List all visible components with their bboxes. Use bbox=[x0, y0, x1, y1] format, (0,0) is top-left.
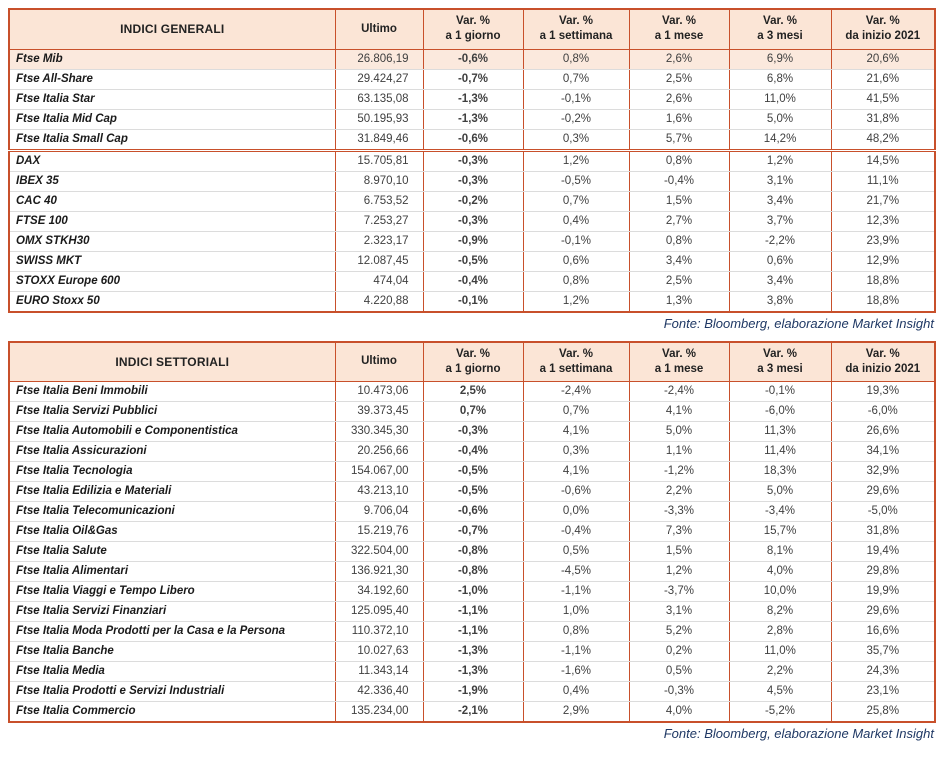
var-value: 18,8% bbox=[831, 291, 935, 312]
ultimo-value: 330.345,30 bbox=[335, 422, 423, 442]
var-value: 4,0% bbox=[629, 702, 729, 723]
table-row bbox=[9, 251, 935, 271]
var-value: 1,0% bbox=[523, 602, 629, 622]
table-row bbox=[9, 171, 935, 191]
col-header-var-label: Var. % bbox=[456, 15, 490, 28]
var-value: 41,5% bbox=[831, 89, 935, 109]
table-row bbox=[9, 642, 935, 662]
table-row bbox=[9, 502, 935, 522]
indici-generali-table bbox=[8, 8, 936, 313]
index-label: Ftse Italia Servizi Finanziari bbox=[9, 602, 335, 622]
var-value: 3,1% bbox=[729, 171, 831, 191]
col-header-var-1-giorno bbox=[423, 342, 523, 382]
var-value: 6,9% bbox=[729, 49, 831, 69]
var-value: -4,5% bbox=[523, 562, 629, 582]
ultimo-value: 39.373,45 bbox=[335, 402, 423, 422]
table-row bbox=[9, 542, 935, 562]
market-report-page bbox=[8, 8, 934, 741]
col-header-var-label: Var. % bbox=[662, 347, 696, 360]
var-value: -0,4% bbox=[523, 522, 629, 542]
var-value: 5,2% bbox=[629, 622, 729, 642]
var-value: 3,4% bbox=[729, 271, 831, 291]
table-row bbox=[9, 522, 935, 542]
var-value: 3,1% bbox=[629, 602, 729, 622]
ultimo-value: 11.343,14 bbox=[335, 662, 423, 682]
var-value: -0,3% bbox=[423, 171, 523, 191]
index-label: STOXX Europe 600 bbox=[9, 271, 335, 291]
var-value: 32,9% bbox=[831, 462, 935, 482]
table-row bbox=[9, 422, 935, 442]
var-value: -1,6% bbox=[523, 662, 629, 682]
var-value: -3,3% bbox=[629, 502, 729, 522]
ultimo-value: 474,04 bbox=[335, 271, 423, 291]
var-value: 18,8% bbox=[831, 271, 935, 291]
table-row bbox=[9, 442, 935, 462]
var-value: -2,4% bbox=[523, 382, 629, 402]
col-header-period-label: a 1 settimana bbox=[539, 30, 613, 43]
var-value: -5,2% bbox=[729, 702, 831, 723]
var-value: -3,7% bbox=[629, 582, 729, 602]
var-value: 3,8% bbox=[729, 291, 831, 312]
ultimo-value: 63.135,08 bbox=[335, 89, 423, 109]
var-value: 16,6% bbox=[831, 622, 935, 642]
col-header-ultimo bbox=[335, 342, 423, 382]
var-value: 31,8% bbox=[831, 522, 935, 542]
var-value: -0,6% bbox=[423, 129, 523, 150]
ultimo-value: 29.424,27 bbox=[335, 69, 423, 89]
var-value: 0,4% bbox=[523, 211, 629, 231]
col-header-var-3-mesi bbox=[729, 342, 831, 382]
var-value: 4,1% bbox=[523, 422, 629, 442]
ultimo-value: 2.323,17 bbox=[335, 231, 423, 251]
var-value: -0,8% bbox=[423, 562, 523, 582]
var-value: -0,5% bbox=[423, 251, 523, 271]
col-header-label: Ultimo bbox=[361, 22, 397, 35]
var-value: 0,5% bbox=[523, 542, 629, 562]
col-header-var-1-settimana bbox=[523, 342, 629, 382]
var-value: -0,1% bbox=[729, 382, 831, 402]
col-header-var-label: Var. % bbox=[456, 347, 490, 360]
var-value: -3,4% bbox=[729, 502, 831, 522]
var-value: -1,1% bbox=[423, 602, 523, 622]
index-label: Ftse Italia Mid Cap bbox=[9, 109, 335, 129]
table-row bbox=[9, 582, 935, 602]
ultimo-value: 322.504,00 bbox=[335, 542, 423, 562]
var-value: 23,9% bbox=[831, 231, 935, 251]
index-label: EURO Stoxx 50 bbox=[9, 291, 335, 312]
ultimo-value: 15.705,81 bbox=[335, 150, 423, 171]
ultimo-value: 50.195,93 bbox=[335, 109, 423, 129]
header-row bbox=[9, 9, 935, 49]
var-value: 25,8% bbox=[831, 702, 935, 723]
index-label: Ftse Italia Automobili e Componentistica bbox=[9, 422, 335, 442]
var-value: -0,6% bbox=[523, 482, 629, 502]
var-value: -2,2% bbox=[729, 231, 831, 251]
col-header-var-label: Var. % bbox=[763, 347, 797, 360]
var-value: 11,3% bbox=[729, 422, 831, 442]
var-value: 14,2% bbox=[729, 129, 831, 150]
index-label: Ftse Italia Telecomunicazioni bbox=[9, 502, 335, 522]
var-value: 0,3% bbox=[523, 129, 629, 150]
var-value: -1,1% bbox=[423, 622, 523, 642]
var-value: -0,3% bbox=[423, 422, 523, 442]
var-value: -1,3% bbox=[423, 89, 523, 109]
col-header-period-label: a 1 mese bbox=[654, 30, 704, 43]
var-value: 18,3% bbox=[729, 462, 831, 482]
var-value: 23,1% bbox=[831, 682, 935, 702]
table-row bbox=[9, 562, 935, 582]
col-header-var-1-settimana bbox=[523, 9, 629, 49]
source-note: Fonte: Bloomberg, elaborazione Market Insight bbox=[663, 315, 934, 331]
var-value: 2,6% bbox=[629, 89, 729, 109]
var-value: 21,6% bbox=[831, 69, 935, 89]
var-value: 1,2% bbox=[629, 562, 729, 582]
var-value: -1,1% bbox=[523, 582, 629, 602]
col-header-var-1-mese bbox=[629, 9, 729, 49]
index-label: Ftse Italia Oil&Gas bbox=[9, 522, 335, 542]
var-value: 0,2% bbox=[629, 642, 729, 662]
var-value: 29,6% bbox=[831, 602, 935, 622]
var-value: -0,5% bbox=[423, 482, 523, 502]
ultimo-value: 9.706,04 bbox=[335, 502, 423, 522]
ultimo-value: 6.753,52 bbox=[335, 191, 423, 211]
ultimo-value: 135.234,00 bbox=[335, 702, 423, 723]
var-value: 11,0% bbox=[729, 642, 831, 662]
var-value: -0,1% bbox=[523, 89, 629, 109]
var-value: -0,4% bbox=[423, 442, 523, 462]
ultimo-value: 8.970,10 bbox=[335, 171, 423, 191]
index-label: Ftse Italia Media bbox=[9, 662, 335, 682]
ultimo-value: 43.213,10 bbox=[335, 482, 423, 502]
var-value: 1,1% bbox=[629, 442, 729, 462]
index-label: Ftse Mib bbox=[9, 49, 335, 69]
table-row bbox=[9, 622, 935, 642]
var-value: 0,8% bbox=[523, 49, 629, 69]
var-value: -0,7% bbox=[423, 69, 523, 89]
col-header-var-1-giorno bbox=[423, 9, 523, 49]
ultimo-value: 110.372,10 bbox=[335, 622, 423, 642]
table-title: INDICI SETTORIALI bbox=[9, 342, 335, 382]
var-value: 5,0% bbox=[629, 422, 729, 442]
col-header-label: Ultimo bbox=[361, 355, 397, 368]
table-row bbox=[9, 402, 935, 422]
var-value: 26,6% bbox=[831, 422, 935, 442]
var-value: -0,5% bbox=[523, 171, 629, 191]
index-label: SWISS MKT bbox=[9, 251, 335, 271]
ultimo-value: 154.067,00 bbox=[335, 462, 423, 482]
var-value: 11,1% bbox=[831, 171, 935, 191]
var-value: 20,6% bbox=[831, 49, 935, 69]
table-row bbox=[9, 211, 935, 231]
index-label: Ftse Italia Salute bbox=[9, 542, 335, 562]
ultimo-value: 15.219,76 bbox=[335, 522, 423, 542]
var-value: 11,4% bbox=[729, 442, 831, 462]
var-value: 0,7% bbox=[523, 191, 629, 211]
var-value: 1,6% bbox=[629, 109, 729, 129]
var-value: 3,4% bbox=[629, 251, 729, 271]
col-header-var-label: Var. % bbox=[763, 15, 797, 28]
var-value: 11,0% bbox=[729, 89, 831, 109]
var-value: -0,7% bbox=[423, 522, 523, 542]
table-row bbox=[9, 129, 935, 150]
ultimo-value: 10.473,06 bbox=[335, 382, 423, 402]
col-header-var-label: Var. % bbox=[662, 15, 696, 28]
var-value: 0,0% bbox=[523, 502, 629, 522]
var-value: 2,6% bbox=[629, 49, 729, 69]
table-row bbox=[9, 682, 935, 702]
col-header-period-label: a 1 settimana bbox=[539, 362, 613, 375]
var-value: 5,7% bbox=[629, 129, 729, 150]
var-value: -0,1% bbox=[523, 231, 629, 251]
var-value: 48,2% bbox=[831, 129, 935, 150]
table-row bbox=[9, 662, 935, 682]
var-value: -2,1% bbox=[423, 702, 523, 723]
col-header-var-1-mese bbox=[629, 342, 729, 382]
var-value: 0,5% bbox=[629, 662, 729, 682]
var-value: -6,0% bbox=[729, 402, 831, 422]
col-header-period-label: da inizio 2021 bbox=[845, 30, 921, 43]
table-row bbox=[9, 191, 935, 211]
var-value: 19,3% bbox=[831, 382, 935, 402]
ultimo-value: 7.253,27 bbox=[335, 211, 423, 231]
col-header-period-label: a 3 mesi bbox=[757, 362, 803, 375]
ultimo-value: 42.336,40 bbox=[335, 682, 423, 702]
col-header-period-label: a 3 mesi bbox=[757, 30, 803, 43]
ultimo-value: 10.027,63 bbox=[335, 642, 423, 662]
var-value: 5,0% bbox=[729, 109, 831, 129]
var-value: -5,0% bbox=[831, 502, 935, 522]
index-label: Ftse Italia Banche bbox=[9, 642, 335, 662]
var-value: 0,8% bbox=[523, 271, 629, 291]
var-value: 0,4% bbox=[523, 682, 629, 702]
var-value: -1,0% bbox=[423, 582, 523, 602]
col-header-var-inizio-2021 bbox=[831, 342, 935, 382]
header-row bbox=[9, 342, 935, 382]
var-value: 1,3% bbox=[629, 291, 729, 312]
var-value: -0,4% bbox=[423, 271, 523, 291]
col-header-period-label: da inizio 2021 bbox=[845, 362, 921, 375]
col-header-var-label: Var. % bbox=[865, 347, 900, 360]
index-label: Ftse Italia Tecnologia bbox=[9, 462, 335, 482]
var-value: -2,4% bbox=[629, 382, 729, 402]
ultimo-value: 20.256,66 bbox=[335, 442, 423, 462]
col-header-var-3-mesi bbox=[729, 9, 831, 49]
var-value: 0,8% bbox=[629, 231, 729, 251]
var-value: 19,9% bbox=[831, 582, 935, 602]
index-label: Ftse Italia Star bbox=[9, 89, 335, 109]
col-header-var-inizio-2021 bbox=[831, 9, 935, 49]
ultimo-value: 26.806,19 bbox=[335, 49, 423, 69]
var-value: -0,2% bbox=[523, 109, 629, 129]
table-row bbox=[9, 291, 935, 312]
table-row bbox=[9, 602, 935, 622]
var-value: 2,5% bbox=[629, 69, 729, 89]
indici-settoriali-table bbox=[8, 341, 936, 724]
table-row bbox=[9, 89, 935, 109]
col-header-var-label: Var. % bbox=[865, 15, 900, 28]
var-value: 29,8% bbox=[831, 562, 935, 582]
var-value: 1,2% bbox=[729, 150, 831, 171]
index-label: Ftse Italia Commercio bbox=[9, 702, 335, 723]
var-value: -1,3% bbox=[423, 109, 523, 129]
var-value: 0,8% bbox=[523, 622, 629, 642]
var-value: -1,1% bbox=[523, 642, 629, 662]
var-value: 2,9% bbox=[523, 702, 629, 723]
var-value: 34,1% bbox=[831, 442, 935, 462]
var-value: 1,5% bbox=[629, 191, 729, 211]
var-value: 0,6% bbox=[523, 251, 629, 271]
index-label: OMX STKH30 bbox=[9, 231, 335, 251]
var-value: -0,6% bbox=[423, 502, 523, 522]
var-value: -0,3% bbox=[423, 211, 523, 231]
var-value: 7,3% bbox=[629, 522, 729, 542]
var-value: -1,3% bbox=[423, 642, 523, 662]
var-value: 2,2% bbox=[729, 662, 831, 682]
var-value: 0,7% bbox=[523, 402, 629, 422]
var-value: 10,0% bbox=[729, 582, 831, 602]
var-value: -1,2% bbox=[629, 462, 729, 482]
index-label: Ftse Italia Small Cap bbox=[9, 129, 335, 150]
var-value: -0,1% bbox=[423, 291, 523, 312]
var-value: 1,2% bbox=[523, 150, 629, 171]
index-label: Ftse Italia Beni Immobili bbox=[9, 382, 335, 402]
var-value: -0,6% bbox=[423, 49, 523, 69]
var-value: 0,7% bbox=[523, 69, 629, 89]
var-value: -0,4% bbox=[629, 171, 729, 191]
var-value: -0,3% bbox=[423, 150, 523, 171]
index-label: Ftse Italia Alimentari bbox=[9, 562, 335, 582]
col-header-ultimo bbox=[335, 9, 423, 49]
var-value: -0,3% bbox=[629, 682, 729, 702]
var-value: 4,0% bbox=[729, 562, 831, 582]
var-value: 1,2% bbox=[523, 291, 629, 312]
col-header-var-label: Var. % bbox=[559, 347, 593, 360]
var-value: 0,6% bbox=[729, 251, 831, 271]
var-value: 2,7% bbox=[629, 211, 729, 231]
var-value: -1,3% bbox=[423, 662, 523, 682]
index-label: Ftse Italia Assicurazioni bbox=[9, 442, 335, 462]
var-value: -1,9% bbox=[423, 682, 523, 702]
col-header-period-label: a 1 giorno bbox=[445, 362, 501, 375]
var-value: 12,3% bbox=[831, 211, 935, 231]
col-header-period-label: a 1 mese bbox=[654, 362, 704, 375]
var-value: 6,8% bbox=[729, 69, 831, 89]
var-value: -0,5% bbox=[423, 462, 523, 482]
var-value: -0,9% bbox=[423, 231, 523, 251]
var-value: 8,1% bbox=[729, 542, 831, 562]
index-label: DAX bbox=[9, 150, 335, 171]
table-row bbox=[9, 462, 935, 482]
table-row bbox=[9, 382, 935, 402]
var-value: 31,8% bbox=[831, 109, 935, 129]
index-label: Ftse Italia Moda Prodotti per la Casa e la Persona bbox=[9, 622, 335, 642]
index-label: IBEX 35 bbox=[9, 171, 335, 191]
col-header-period-label: a 1 giorno bbox=[445, 30, 501, 43]
var-value: 1,5% bbox=[629, 542, 729, 562]
table-row bbox=[9, 69, 935, 89]
table-row bbox=[9, 231, 935, 251]
var-value: 8,2% bbox=[729, 602, 831, 622]
var-value: 15,7% bbox=[729, 522, 831, 542]
var-value: 2,5% bbox=[629, 271, 729, 291]
index-label: Ftse Italia Viaggi e Tempo Libero bbox=[9, 582, 335, 602]
source-note: Fonte: Bloomberg, elaborazione Market Insight bbox=[663, 726, 934, 741]
index-label: Ftse Italia Servizi Pubblici bbox=[9, 402, 335, 422]
index-label: Ftse Italia Edilizia e Materiali bbox=[9, 482, 335, 502]
table-row bbox=[9, 49, 935, 69]
var-value: 14,5% bbox=[831, 150, 935, 171]
var-value: 2,5% bbox=[423, 382, 523, 402]
var-value: 3,4% bbox=[729, 191, 831, 211]
index-label: Ftse Italia Prodotti e Servizi Industriali bbox=[9, 682, 335, 702]
var-value: 4,1% bbox=[523, 462, 629, 482]
table-row bbox=[9, 702, 935, 723]
var-value: 4,1% bbox=[629, 402, 729, 422]
var-value: -0,2% bbox=[423, 191, 523, 211]
ultimo-value: 125.095,40 bbox=[335, 602, 423, 622]
var-value: 3,7% bbox=[729, 211, 831, 231]
ultimo-value: 136.921,30 bbox=[335, 562, 423, 582]
var-value: -6,0% bbox=[831, 402, 935, 422]
table-row bbox=[9, 482, 935, 502]
var-value: 5,0% bbox=[729, 482, 831, 502]
var-value: 24,3% bbox=[831, 662, 935, 682]
var-value: 0,7% bbox=[423, 402, 523, 422]
ultimo-value: 12.087,45 bbox=[335, 251, 423, 271]
var-value: 29,6% bbox=[831, 482, 935, 502]
var-value: 0,3% bbox=[523, 442, 629, 462]
ultimo-value: 4.220,88 bbox=[335, 291, 423, 312]
var-value: 12,9% bbox=[831, 251, 935, 271]
index-label: Ftse All-Share bbox=[9, 69, 335, 89]
var-value: 2,8% bbox=[729, 622, 831, 642]
ultimo-value: 31.849,46 bbox=[335, 129, 423, 150]
table-row bbox=[9, 109, 935, 129]
var-value: 35,7% bbox=[831, 642, 935, 662]
var-value: 4,5% bbox=[729, 682, 831, 702]
var-value: 19,4% bbox=[831, 542, 935, 562]
var-value: 0,8% bbox=[629, 150, 729, 171]
index-label: CAC 40 bbox=[9, 191, 335, 211]
var-value: 2,2% bbox=[629, 482, 729, 502]
var-value: -0,8% bbox=[423, 542, 523, 562]
index-label: FTSE 100 bbox=[9, 211, 335, 231]
ultimo-value: 34.192,60 bbox=[335, 582, 423, 602]
table-title: INDICI GENERALI bbox=[9, 9, 335, 49]
table-row bbox=[9, 150, 935, 171]
var-value: 21,7% bbox=[831, 191, 935, 211]
table-row bbox=[9, 271, 935, 291]
col-header-var-label: Var. % bbox=[559, 15, 593, 28]
